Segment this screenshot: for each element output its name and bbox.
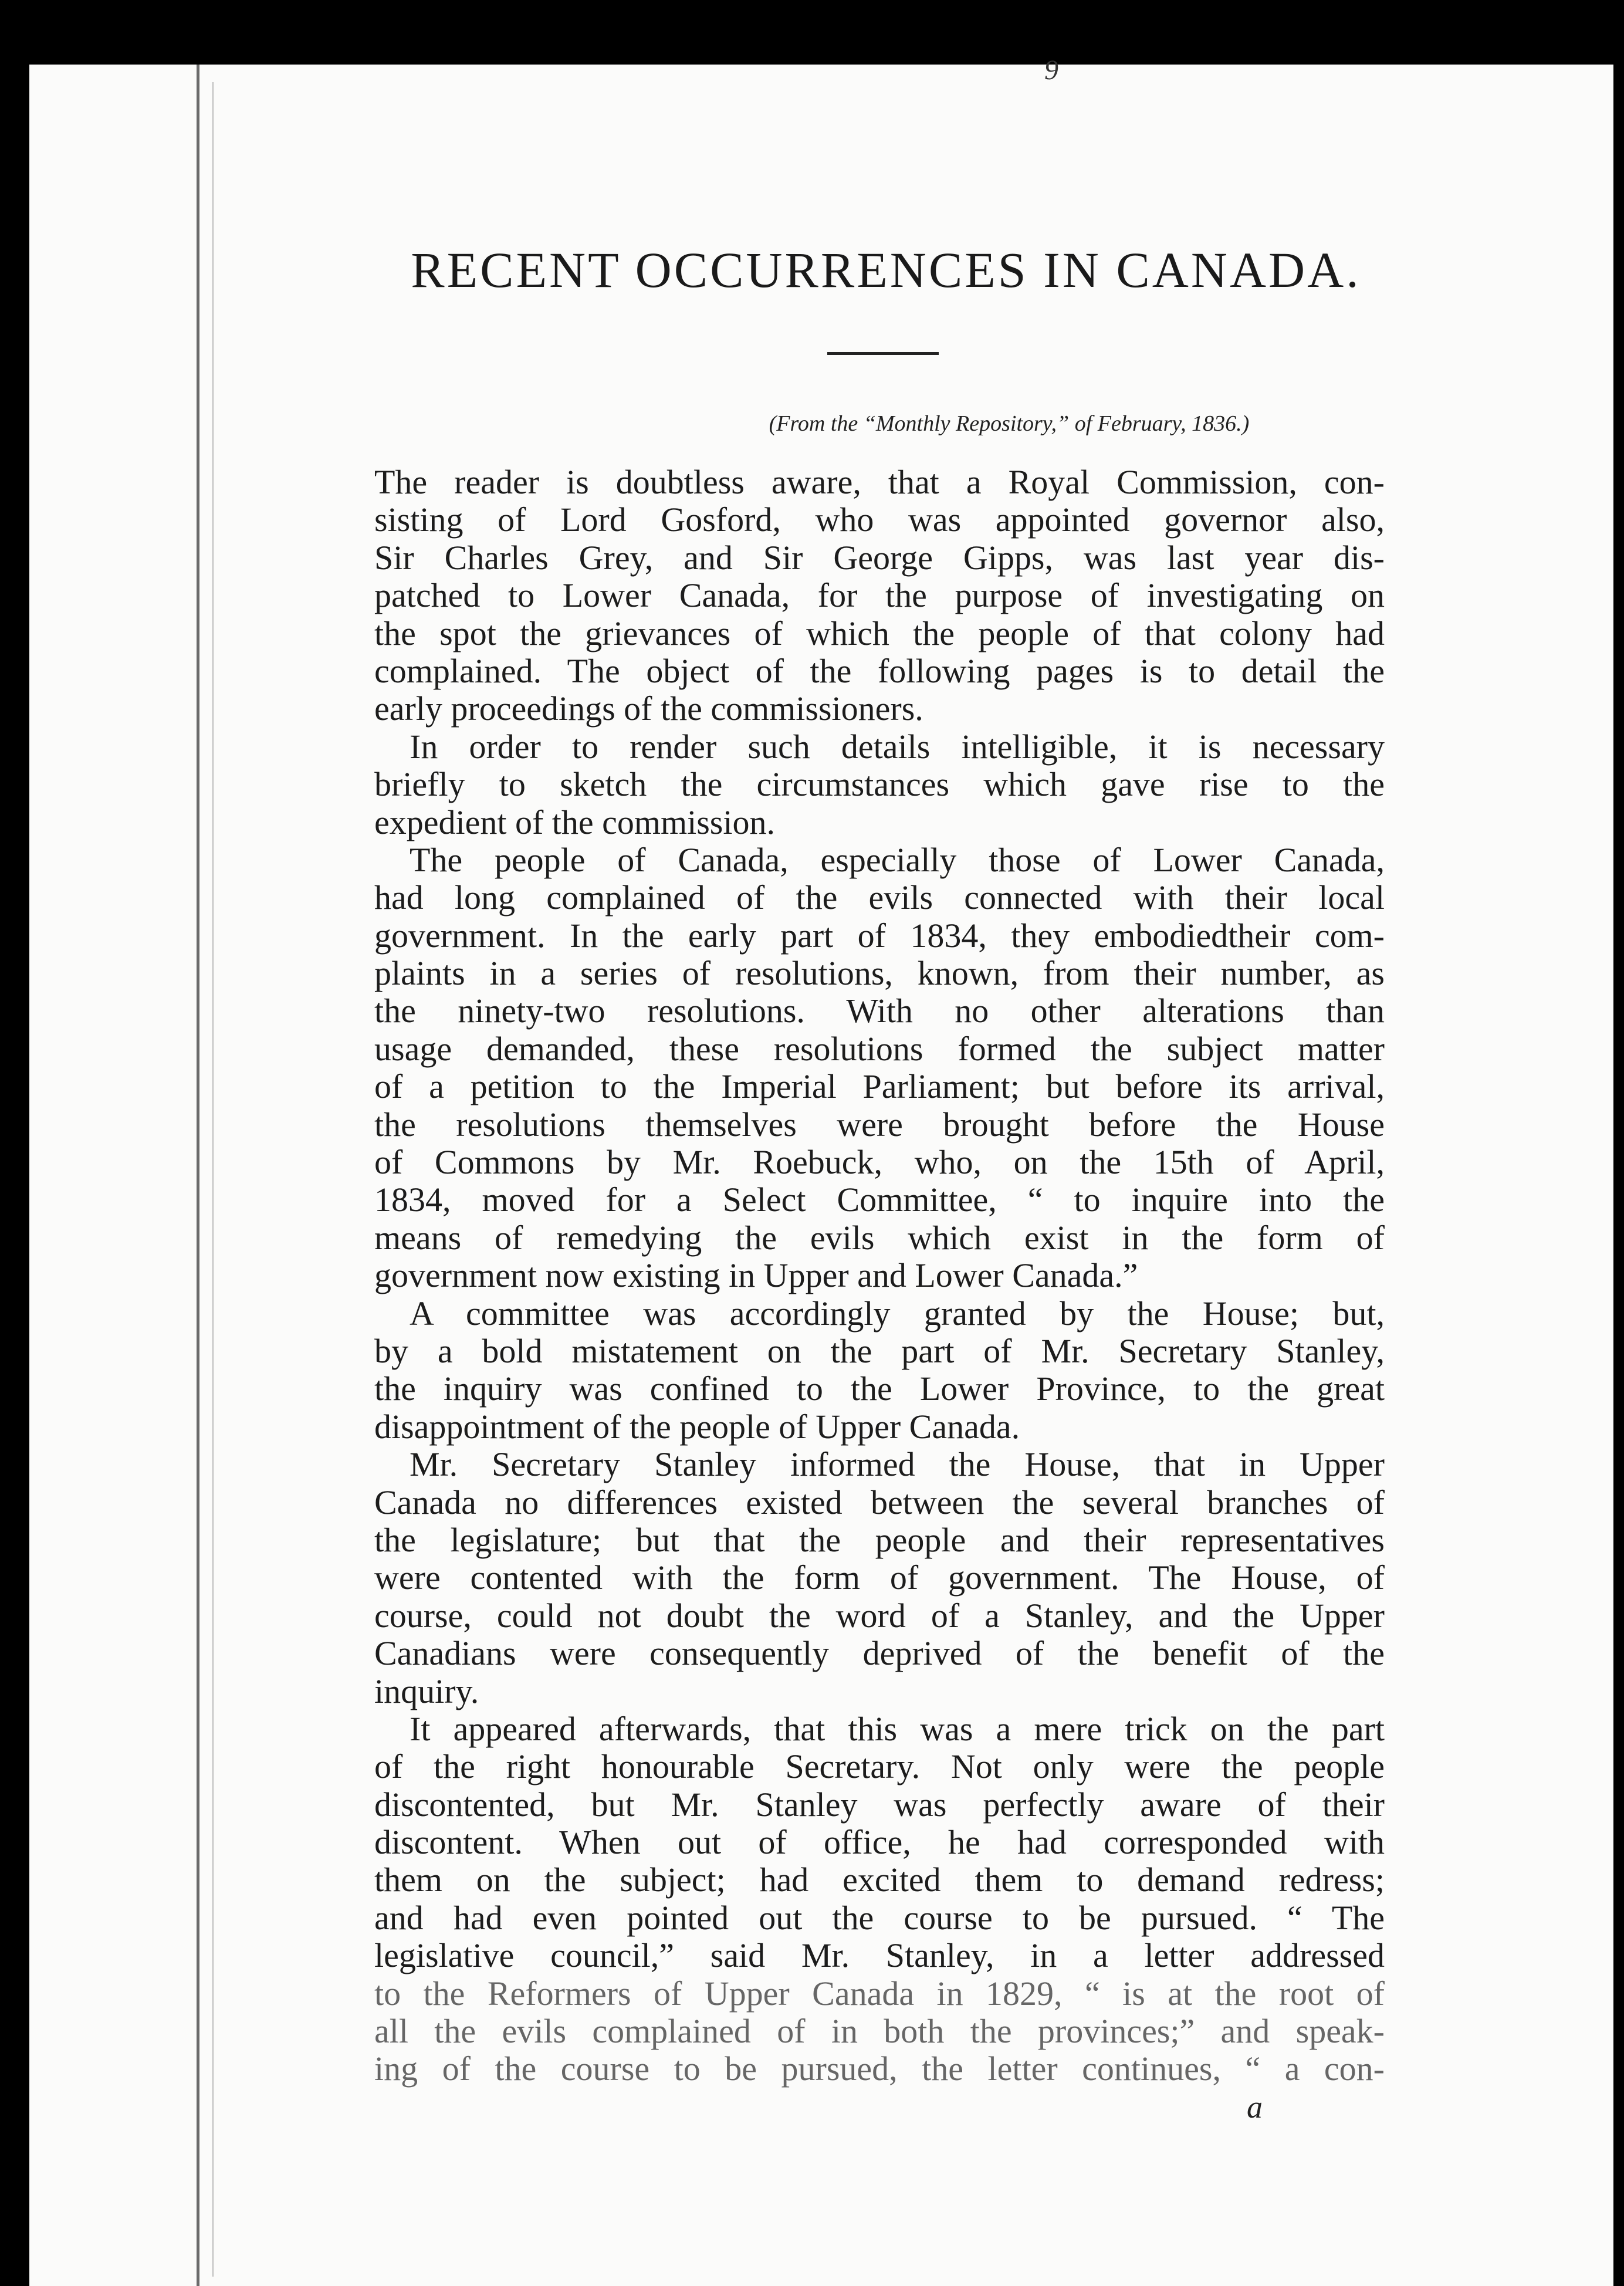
text-line: and had even pointed out the course to be pursued. “ The <box>374 1898 1385 1937</box>
text-line: Canada no differences existed between the several branches of <box>374 1483 1385 1521</box>
text-line: all the evils complained of in both the provinces;” and speak- <box>374 2012 1385 2051</box>
text-line: A committee was accordingly granted by the House; but, <box>410 1294 1385 1333</box>
page-top-mark: 9 <box>1044 55 1058 86</box>
text-line: them on the subject; had excited them to demand redress; <box>374 1861 1385 1899</box>
text-line: by a bold mistatement on the part of Mr. Secretary Stanley, <box>374 1331 1385 1370</box>
binding-gutter-shadow <box>212 82 214 2277</box>
text-line: government. In the early part of 1834, they embodiedtheir com- <box>374 916 1385 955</box>
text-line: Canadians were consequently deprived of the benefit of the <box>374 1634 1385 1673</box>
text-line: course, could not doubt the word of a Stanley, and the Upper <box>374 1596 1385 1635</box>
source-note: (From the “Monthly Repository,” of February, 1836.) <box>769 411 1250 436</box>
text-line: the inquiry was confined to the Lower Province, to the great <box>374 1369 1385 1408</box>
title-rule <box>827 352 939 355</box>
text-line: means of remedying the evils which exist in the form of <box>374 1218 1385 1257</box>
text-line: ing of the course to be pursued, the letter continues, “ a con- <box>374 2050 1385 2088</box>
text-line: usage demanded, these resolutions formed the subject matter <box>374 1029 1385 1068</box>
text-line: disappointment of the people of Upper Canada. <box>374 1407 1020 1446</box>
text-line: briefly to sketch the circumstances which gave rise to the <box>374 765 1385 804</box>
body-text <box>374 464 1385 2088</box>
text-line: to the Reformers of Upper Canada in 1829, “ is at the root of <box>374 1974 1385 2013</box>
text-line: were contented with the form of government. The House, of <box>374 1558 1385 1597</box>
text-line: Sir Charles Grey, and Sir George Gipps, was last year dis- <box>374 538 1385 577</box>
text-line: patched to Lower Canada, for the purpose of investigating on <box>374 576 1385 615</box>
text-line: the legislature; but that the people and their representatives <box>374 1520 1385 1559</box>
text-line: It appeared afterwards, that this was a mere trick on the part <box>410 1709 1385 1748</box>
text-line: The reader is doubtless aware, that a Royal Commission, con- <box>374 463 1385 501</box>
text-line: of a petition to the Imperial Parliament; but before its arrival, <box>374 1067 1385 1106</box>
binding-gutter-line <box>197 65 199 2286</box>
text-line: The people of Canada, especially those of Lower Canada, <box>410 840 1385 879</box>
text-line: complained. The object of the following pages is to detail the <box>374 651 1385 690</box>
text-line: discontent. When out of office, he had corresponded with <box>374 1823 1385 1862</box>
text-line: 1834, moved for a Select Committee, “ to inquire into the <box>374 1181 1385 1219</box>
text-line: expedient of the commission. <box>374 803 775 841</box>
text-line: the spot the grievances of which the people of that colony had <box>374 614 1385 652</box>
text-line: the ninety-two resolutions. With no other alterations than <box>374 992 1385 1030</box>
text-line: inquiry. <box>374 1672 479 1710</box>
folio-signature: a <box>1247 2089 1263 2125</box>
page-title: RECENT OCCURRENCES IN CANADA. <box>411 242 1361 298</box>
text-line: Mr. Secretary Stanley informed the House, that in Upper <box>410 1445 1385 1484</box>
text-line: legislative council,” said Mr. Stanley, in a letter addressed <box>374 1936 1385 1975</box>
text-line: discontented, but Mr. Stanley was perfectly aware of their <box>374 1785 1385 1824</box>
text-line: of Commons by Mr. Roebuck, who, on the 15th of April, <box>374 1143 1385 1182</box>
text-line: the resolutions themselves were brought before the House <box>374 1105 1385 1144</box>
text-line: sisting of Lord Gosford, who was appointed governor also, <box>374 501 1385 539</box>
text-line: of the right honourable Secretary. Not only were the people <box>374 1747 1385 1786</box>
text-line: government now existing in Upper and Lower Canada.” <box>374 1256 1138 1295</box>
text-line: early proceedings of the commissioners. <box>374 689 923 728</box>
text-line: had long complained of the evils connected with their local <box>374 878 1385 917</box>
text-line: plaints in a series of resolutions, known, from their number, as <box>374 954 1385 993</box>
text-line: In order to render such details intelligible, it is necessary <box>410 727 1385 766</box>
